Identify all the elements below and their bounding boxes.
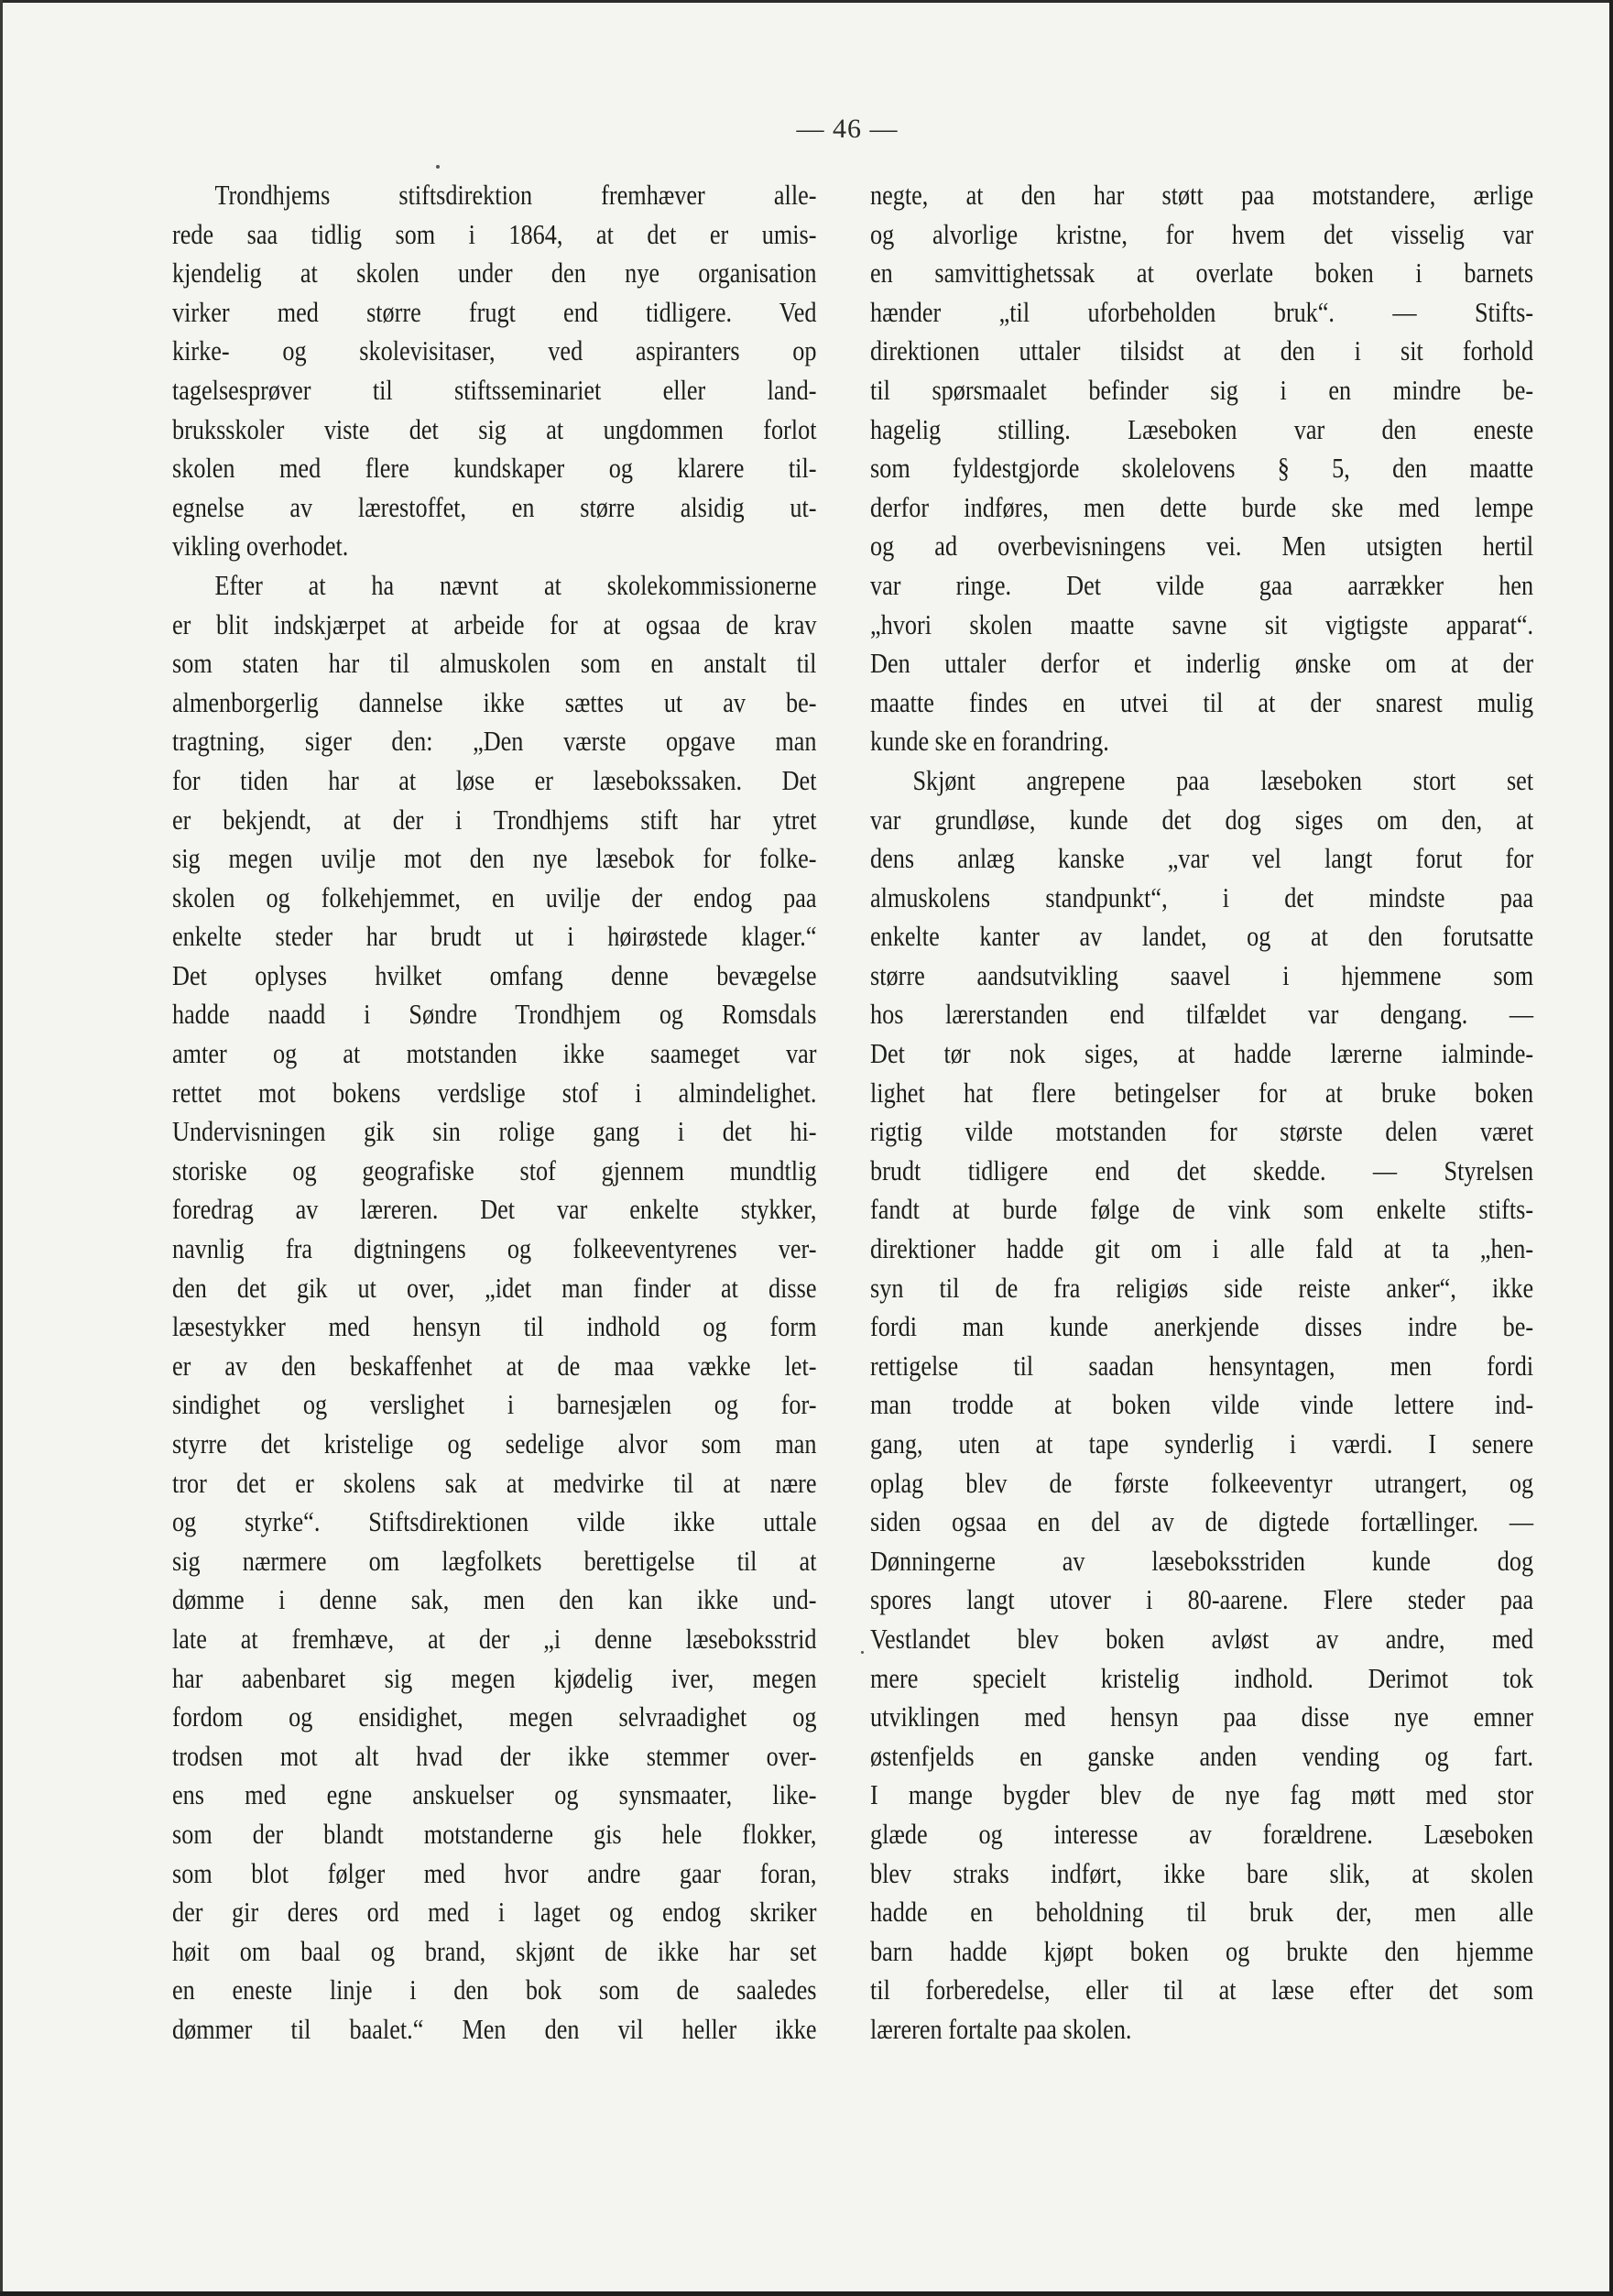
text-line: som blot følger med hvor andre gaar foran, <box>172 1857 817 1889</box>
text-line: østenfjelds en ganske anden vending og fart. <box>870 1740 1534 1772</box>
text-line: enkelte kanter av landet, og at den forutsatte <box>870 921 1534 953</box>
text-line: egnelse av lærestoffet, en større alsidig ut- <box>172 491 817 523</box>
text-line: fordi man kunde anerkjende disses indre be- <box>870 1311 1534 1343</box>
text-line: spores langt utover i 80-aarene. Flere steder paa <box>870 1584 1534 1616</box>
text-line: „hvori skolen maatte savne sit vigtigste apparat“. <box>870 608 1534 640</box>
text-line: gang, uten at tape synderlig i værdi. I senere <box>870 1428 1534 1460</box>
text-line: fandt at burde følge de vink som enkelte stifts- <box>870 1194 1534 1226</box>
text-line: Undervisningen gik sin rolige gang i det hi- <box>172 1116 817 1148</box>
text-line: som fyldestgjorde skolelovens § 5, den maatte <box>870 453 1534 485</box>
text-line: direktioner hadde git om i alle fald at ta „hen- <box>870 1233 1534 1265</box>
text-line: for tiden har at løse er læsebokssaken. Det <box>172 764 817 796</box>
text-line: tror det er skolens sak at medvirke til at nære <box>172 1467 817 1499</box>
text-line: som staten har til almuskolen som en anstalt til <box>172 648 817 680</box>
text-line: til spørsmaalet befinder sig i en mindre be- <box>870 374 1534 406</box>
text-line: bruksskoler viste det sig at ungdommen forlot <box>172 413 817 445</box>
text-line: mere specielt kristelig indhold. Derimot tok <box>870 1662 1534 1694</box>
text-line: rede saa tidlig som i 1864, at det er umis- <box>172 218 817 250</box>
text-line: Det tør nok siges, at hadde lærerne ialminde- <box>870 1038 1534 1070</box>
text-line: har aabenbaret sig megen kjødelig iver, megen <box>172 1662 817 1694</box>
text-line: maatte findes en utvei til at der snarest mulig <box>870 686 1534 718</box>
text-line: foredrag av læreren. Det var enkelte stykker, <box>172 1194 817 1226</box>
text-line: hadde en beholdning til bruk der, men alle <box>870 1897 1534 1929</box>
text-line: hos lærerstanden end tilfældet var dengang. — <box>870 999 1534 1031</box>
page-edge-left <box>0 0 3 2296</box>
text-line: hadde naadd i Søndre Trondhjem og Romsdals <box>172 999 817 1031</box>
text-line: en samvittighetssak at overlate boken i barnets <box>870 257 1534 290</box>
text-line: syn til de fra religiøs side reiste anker“, ikke <box>870 1272 1534 1304</box>
text-line: til forberedelse, eller til at læse efter det som <box>870 1974 1534 2006</box>
text-line: glæde og interesse av forældrene. Læseboken <box>870 1818 1534 1850</box>
text-line: styrre det kristelige og sedelige alvor som man <box>172 1428 817 1460</box>
text-line: der gir deres ord med i laget og endog skriker <box>172 1897 817 1929</box>
text-line: sindighet og verslighet i barnesjælen og for- <box>172 1389 817 1421</box>
text-line: Skjønt angrepene paa læseboken stort set <box>912 764 1534 796</box>
text-line: Den uttaler derfor et inderlig ønske om at der <box>870 648 1534 680</box>
text-line: lighet hat flere betingelser for at bruke boken <box>870 1077 1534 1109</box>
text-line: hagelig stilling. Læseboken var den eneste <box>870 413 1534 445</box>
text-line: Dønningerne av læseboksstriden kunde dog <box>870 1545 1534 1577</box>
text-line: Trondhjems stiftsdirektion fremhæver alle- <box>214 180 817 211</box>
text-line: dens anlæg kanske „var vel langt forut for <box>870 843 1534 875</box>
text-line: er av den beskaffenhet at de maa vække let- <box>172 1350 817 1382</box>
text-line: amter og at motstanden ikke saameget var <box>172 1038 817 1070</box>
text-line: kirke- og skolevisitaser, ved aspiranters op <box>172 335 817 367</box>
text-line: skolen og folkehjemmet, en uvilje der endog paa <box>172 881 817 913</box>
text-line: var grundløse, kunde det dog siges om den, at <box>870 804 1534 836</box>
page-number: — 46 — <box>796 114 899 144</box>
text-line: tagelsesprøver til stiftsseminariet eller land- <box>172 374 817 406</box>
text-line: og styrke“. Stiftsdirektionen vilde ikke uttale <box>172 1506 817 1538</box>
text-line: er blit indskjærpet at arbeide for at ogsaa de krav <box>172 608 817 640</box>
text-line: siden ogsaa en del av de digtede fortællinger. — <box>870 1506 1534 1538</box>
print-speck <box>436 165 440 169</box>
text-line: og alvorlige kristne, for hvem det visselig var <box>870 218 1534 250</box>
text-line: blev straks indført, ikke bare slik, at skolen <box>870 1857 1534 1889</box>
left-column <box>172 176 816 2050</box>
text-line: enkelte steder har brudt ut i høirøstede klager.“ <box>172 921 817 953</box>
text-line: dømmer til baalet.“ Men den vil heller ikke <box>172 2013 817 2045</box>
text-line: den det gik ut over, „idet man finder at disse <box>172 1272 817 1304</box>
text-line: dømme i denne sak, men den kan ikke und- <box>172 1584 817 1616</box>
text-line: late at fremhæve, at der „i denne læseboksstrid <box>172 1623 817 1655</box>
page-edge-bottom <box>0 2291 1613 2296</box>
text-line: barn hadde kjøpt boken og brukte den hjemme <box>870 1935 1534 1967</box>
text-line: navnlig fra digtningens og folkeeventyrenes ver- <box>172 1233 817 1265</box>
text-line: læsestykker med hensyn til indhold og form <box>172 1311 817 1343</box>
text-line: kunde ske en forandring. <box>870 726 1109 758</box>
text-line: ens med egne anskuelser og synsmaater, like- <box>172 1779 817 1811</box>
text-line: I mange bygder blev de nye fag møtt med stor <box>870 1779 1534 1811</box>
text-line: kjendelig at skolen under den nye organisation <box>172 257 817 290</box>
text-line: man trodde at boken vilde vinde lettere ind- <box>870 1389 1534 1421</box>
print-speck <box>861 1651 864 1654</box>
text-line: almuskolens standpunkt“, i det mindste paa <box>870 881 1534 913</box>
text-line: Det oplyses hvilket omfang denne bevægelse <box>172 959 817 991</box>
text-line: vikling overhodet. <box>172 530 349 563</box>
text-line: var ringe. Det vilde gaa aarrækker hen <box>870 569 1534 601</box>
text-line: utviklingen med hensyn paa disse nye emner <box>870 1701 1534 1733</box>
text-line: og ad overbevisningens vei. Men utsigten hertil <box>870 530 1534 563</box>
text-line: rigtig vilde motstanden for største delen været <box>870 1116 1534 1148</box>
text-line: Efter at ha nævnt at skolekommissionerne <box>214 569 817 601</box>
text-line: tragtning, siger den: „Den værste opgave man <box>172 726 817 758</box>
text-line: høit om baal og brand, skjønt de ikke har set <box>172 1935 817 1967</box>
text-line: direktionen uttaler tilsidst at den i sit forhold <box>870 335 1534 367</box>
text-line: sig megen uvilje mot den nye læsebok for folke- <box>172 843 817 875</box>
text-line: hænder „til uforbeholden bruk“. — Stifts- <box>870 296 1534 328</box>
text-line: almenborgerlig dannelse ikke sættes ut av be- <box>172 686 817 718</box>
page-edge-right <box>1609 0 1613 2296</box>
text-line: som der blandt motstanderne gis hele flokker, <box>172 1818 817 1850</box>
text-line: fordom og ensidighet, megen selvraadighet og <box>172 1701 817 1733</box>
text-line: trodsen mot alt hvad der ikke stemmer over- <box>172 1740 817 1772</box>
text-line: derfor indføres, men dette burde ske med lempe <box>870 491 1534 523</box>
text-line: læreren fortalte paa skolen. <box>870 2013 1132 2045</box>
text-line: rettet mot bokens verdslige stof i almindelighet. <box>172 1077 817 1109</box>
right-column <box>870 176 1533 2050</box>
text-line: er bekjendt, at der i Trondhjems stift har ytret <box>172 804 817 836</box>
page-edge-top <box>0 0 1613 3</box>
text-line: skolen med flere kundskaper og klarere til- <box>172 453 817 485</box>
text-line: større aandsutvikling saavel i hjemmene som <box>870 959 1534 991</box>
text-line: en eneste linje i den bok som de saaledes <box>172 1974 817 2006</box>
text-line: sig nærmere om lægfolkets berettigelse til at <box>172 1545 817 1577</box>
text-line: rettigelse til saadan hensyntagen, men fordi <box>870 1350 1534 1382</box>
text-line: negte, at den har støtt paa motstandere, ærlige <box>870 180 1534 211</box>
text-line: Vestlandet blev boken avløst av andre, med <box>870 1623 1534 1655</box>
text-line: virker med større frugt end tidligere. Ved <box>172 296 817 328</box>
text-line: storiske og geografiske stof gjennem mundtlig <box>172 1154 817 1186</box>
text-line: brudt tidligere end det skedde. — Styrelsen <box>870 1154 1534 1186</box>
text-line: oplag blev de første folkeeventyr utrangert, og <box>870 1467 1534 1499</box>
